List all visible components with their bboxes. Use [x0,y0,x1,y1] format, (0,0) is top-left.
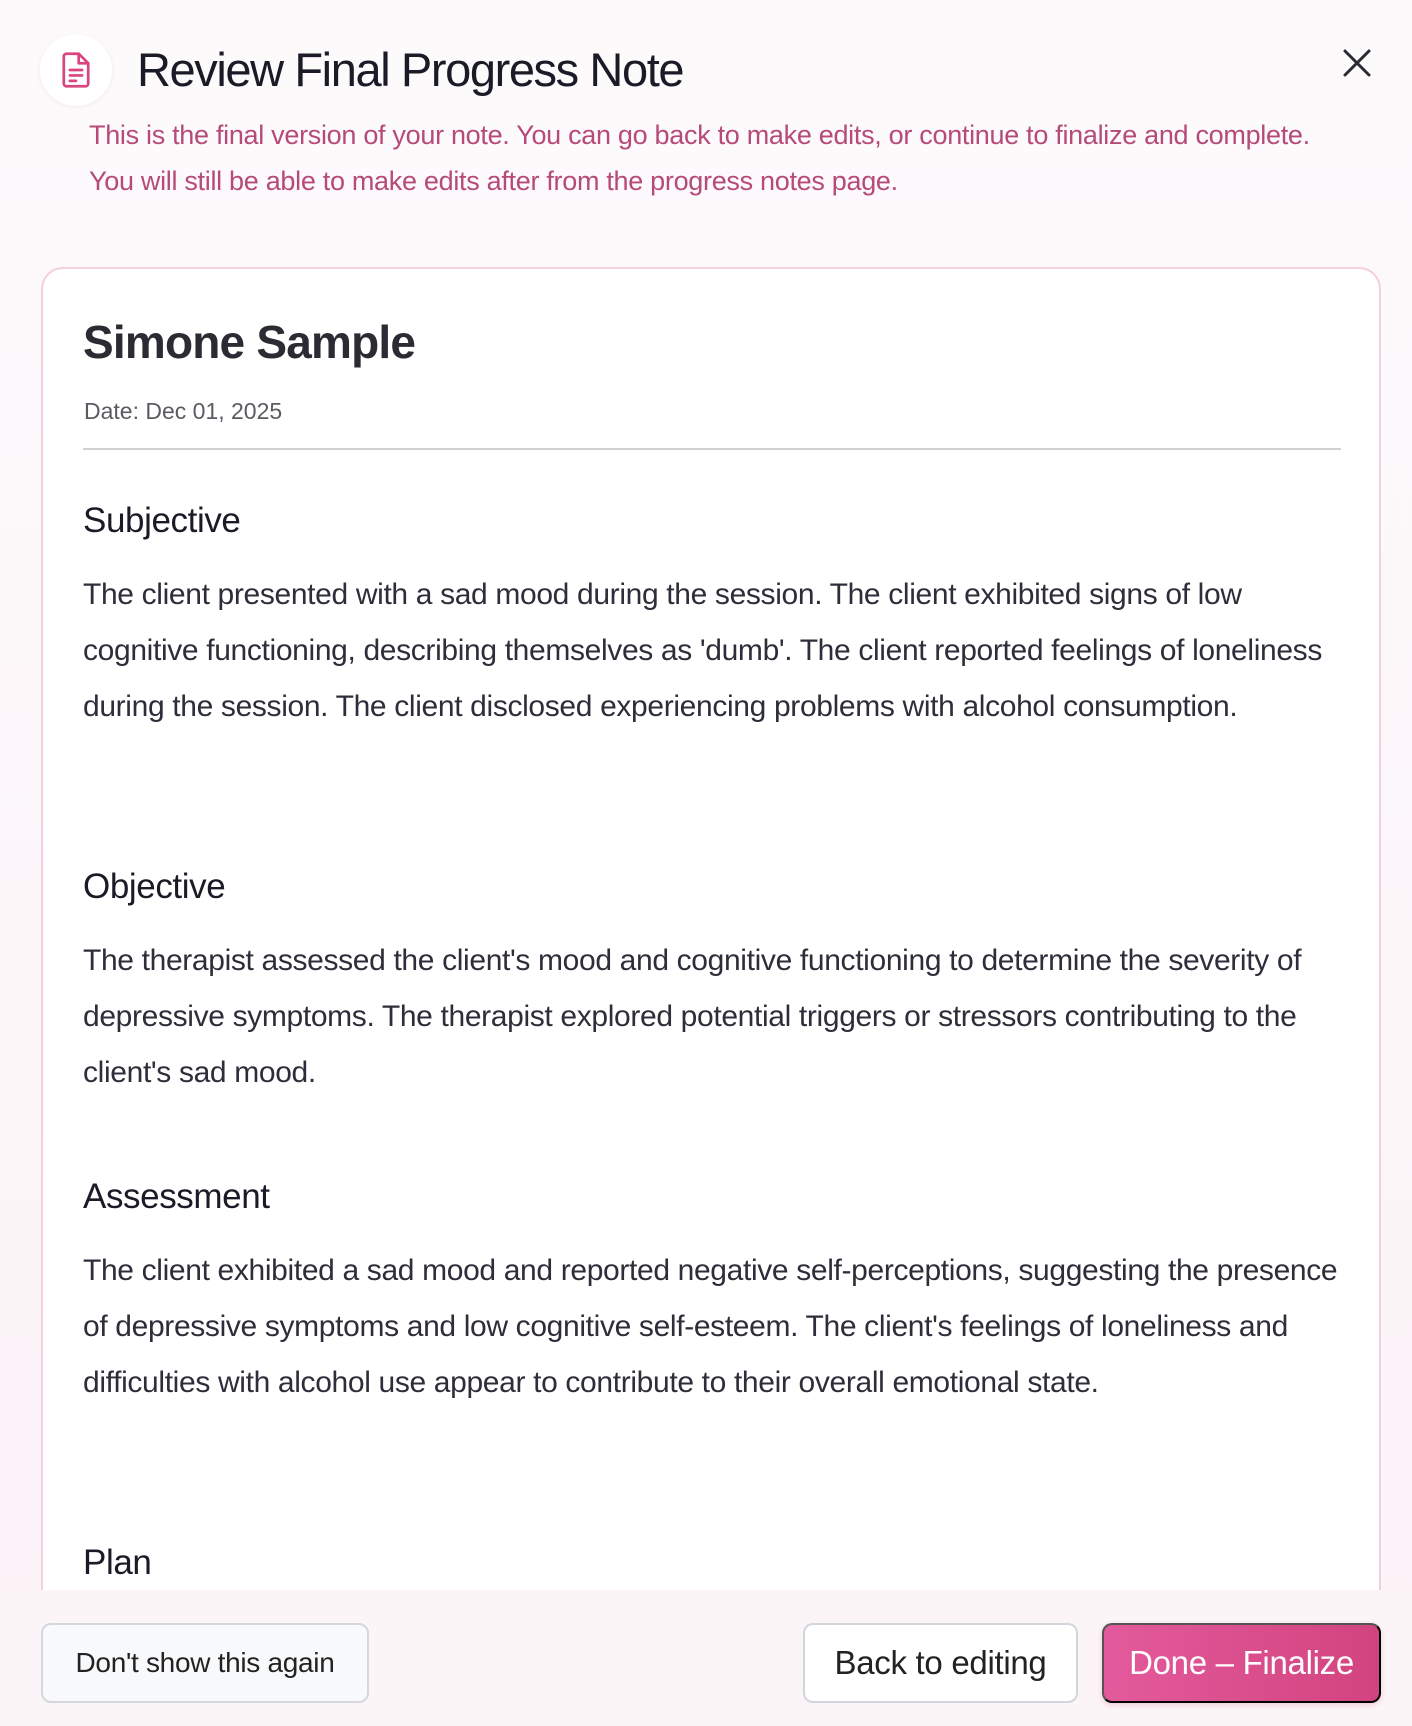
modal-footer [0,1590,1412,1726]
section-heading: Subjective [83,501,241,540]
modal-title: Review Final Progress Note [137,43,684,96]
section-assessment [83,1175,1353,1411]
section-heading: Plan [83,1543,152,1582]
section-body: The client exhibited a sad mood and reported negative self-perceptions, suggesting the presence of depressive symptoms and low cognitive self-esteem. The client's feelings of loneliness and difficulties with alcohol use appear to contribute to their overall emotional state. [83,1254,1338,1399]
client-name: Simone Sample [83,316,416,368]
section-heading: Assessment [83,1177,270,1216]
divider [83,448,1341,450]
modal-subtitle: This is the final version of your note. You can go back to make edits, or continue to finalize and complete. You will still be able to make edits after from the progress notes page. [89,120,1310,196]
note-date: Date: Dec 01, 2025 [84,398,283,424]
note-card[interactable] [41,267,1381,1627]
section-subjective [83,499,1353,735]
close-icon[interactable] [1341,47,1373,79]
section-body: The therapist assessed the client's mood and cognitive functioning to determine the severity of depressive symptoms. The therapist explored potential triggers or stressors contributing to the client's sad mood. [83,944,1302,1089]
header-icon-badge [40,34,112,106]
section-heading: Objective [83,867,226,906]
done-finalize-button[interactable]: Done – Finalize [1102,1623,1381,1703]
section-objective [83,865,1353,1101]
section-body: The client presented with a sad mood during the session. The client exhibited signs of low cognitive functioning, describing themselves as 'dumb'. The client reported feelings of loneliness during the session. The client disclosed experiencing problems with alcohol consumption. [83,578,1322,723]
close-button[interactable] [1336,42,1378,84]
back-to-editing-button[interactable]: Back to editing [803,1623,1078,1703]
section-plan [83,1541,1353,1585]
dont-show-again-button[interactable]: Don't show this again [41,1623,369,1703]
document-icon [59,51,93,89]
modal-header [0,0,1412,240]
